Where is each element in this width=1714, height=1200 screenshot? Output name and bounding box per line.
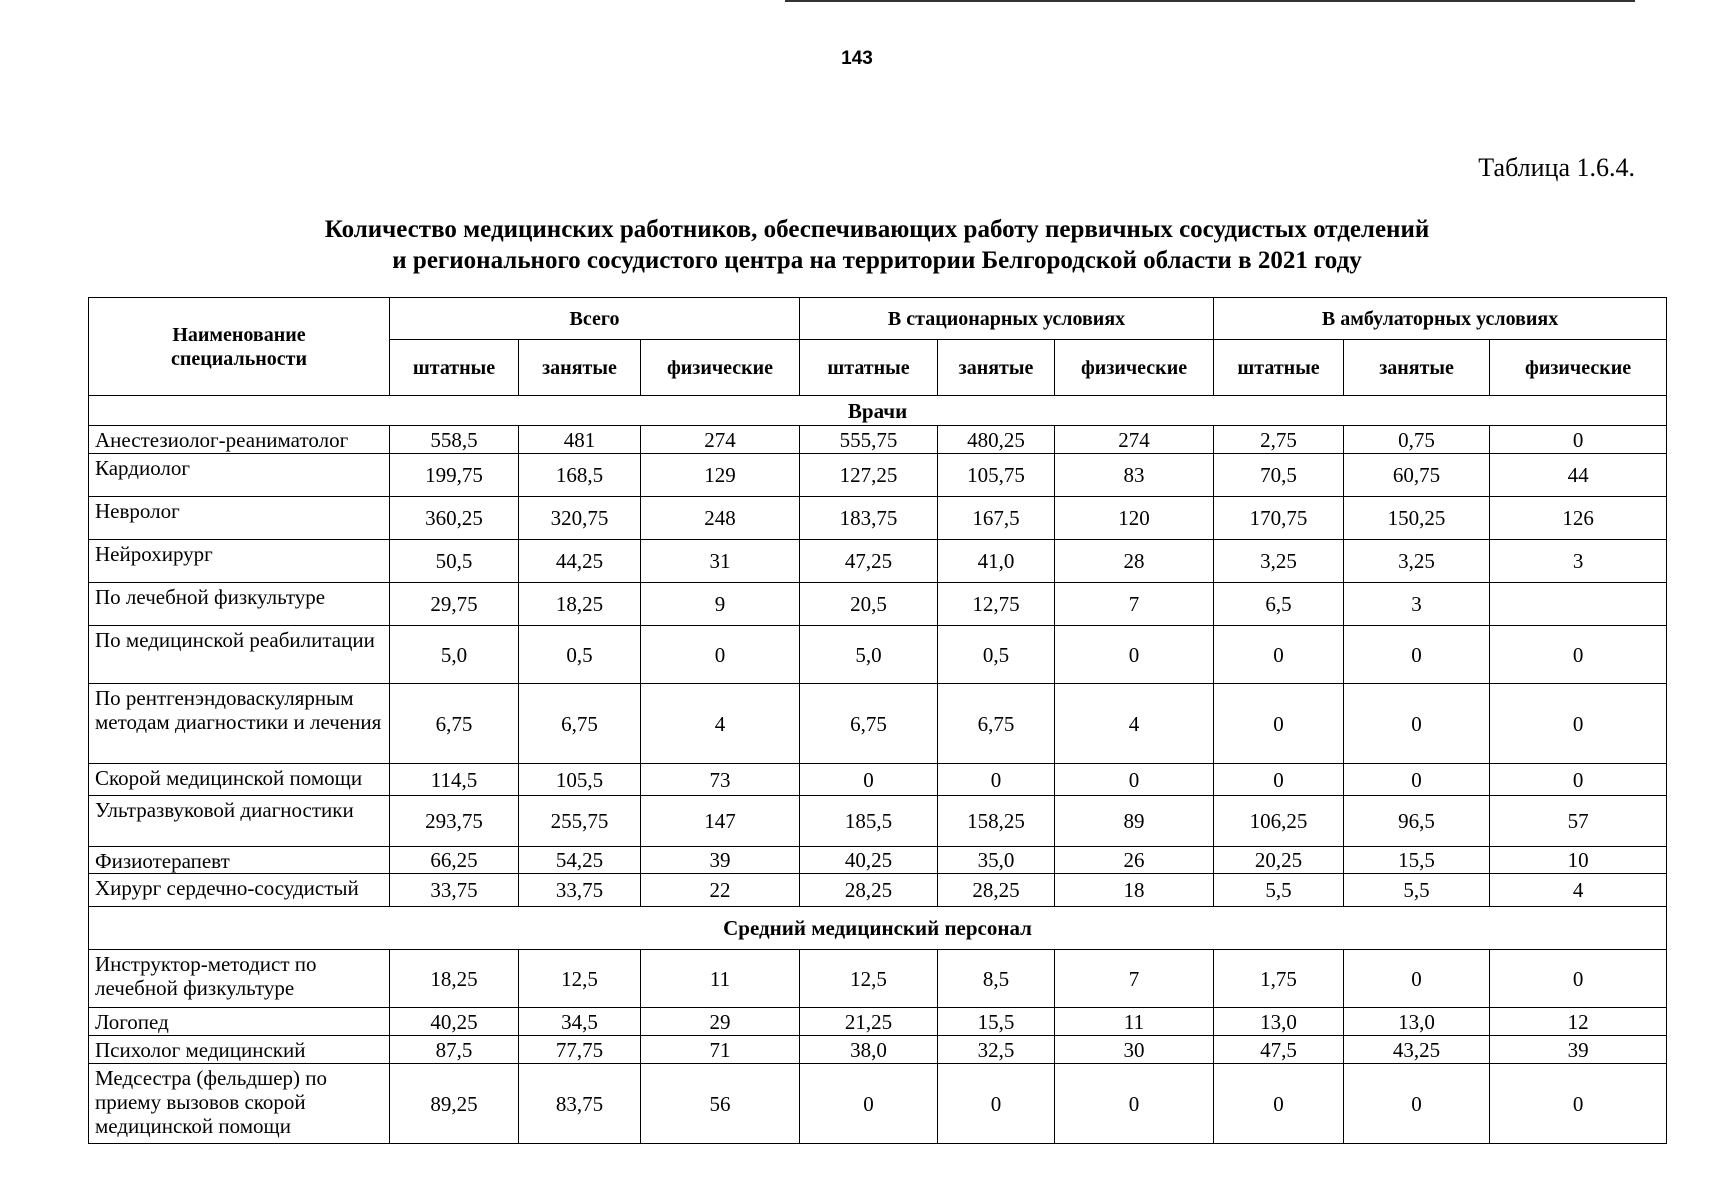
value-cell: 6,75 xyxy=(938,684,1055,764)
value-cell: 34,5 xyxy=(519,1008,641,1036)
header-group-inpatient: В стационарных условиях xyxy=(800,298,1214,340)
value-cell: 360,25 xyxy=(390,497,519,540)
value-cell: 28 xyxy=(1055,540,1214,583)
table-label: Таблица 1.6.4. xyxy=(1478,153,1635,182)
value-cell: 9 xyxy=(641,583,800,626)
value-cell: 0 xyxy=(1344,626,1490,684)
title-line-2: и регионального сосудистого центра на территории Белгородской области в 2021 году xyxy=(392,247,1362,274)
specialty-name: По рентгенэндоваскулярным методам диагностики и лечения xyxy=(89,684,390,764)
value-cell: 20,5 xyxy=(800,583,938,626)
value-cell: 18 xyxy=(1055,874,1214,907)
value-cell: 0 xyxy=(938,1064,1055,1144)
specialty-name: Анестезиолог-реаниматолог xyxy=(89,426,390,454)
value-cell: 255,75 xyxy=(519,796,641,847)
value-cell: 12,5 xyxy=(800,950,938,1008)
value-cell: 150,25 xyxy=(1344,497,1490,540)
value-cell: 0 xyxy=(1055,626,1214,684)
value-cell: 38,0 xyxy=(800,1036,938,1064)
value-cell: 35,0 xyxy=(938,847,1055,874)
table-row xyxy=(89,426,1667,454)
value-cell: 0 xyxy=(938,764,1055,796)
title-line-1: Количество медицинских работников, обеспечивающих работу первичных сосудистых отделений xyxy=(324,216,1430,243)
value-cell: 31 xyxy=(641,540,800,583)
value-cell: 248 xyxy=(641,497,800,540)
value-cell: 4 xyxy=(1055,684,1214,764)
value-cell: 39 xyxy=(1490,1036,1667,1064)
value-cell: 274 xyxy=(641,426,800,454)
value-cell: 3,25 xyxy=(1344,540,1490,583)
value-cell: 32,5 xyxy=(938,1036,1055,1064)
value-cell: 0 xyxy=(1214,626,1344,684)
value-cell: 28,25 xyxy=(800,874,938,907)
value-cell: 158,25 xyxy=(938,796,1055,847)
value-cell: 147 xyxy=(641,796,800,847)
value-cell: 0 xyxy=(1490,950,1667,1008)
header-sub: штатные xyxy=(1214,340,1344,396)
header-sub: занятые xyxy=(519,340,641,396)
value-cell: 18,25 xyxy=(390,950,519,1008)
header-sub: физические xyxy=(641,340,800,396)
value-cell: 83 xyxy=(1055,454,1214,497)
value-cell: 21,25 xyxy=(800,1008,938,1036)
value-cell: 0 xyxy=(800,764,938,796)
specialty-name: Логопед xyxy=(89,1008,390,1036)
specialty-name: По медицинской реабилитации xyxy=(89,626,390,684)
value-cell: 293,75 xyxy=(390,796,519,847)
value-cell: 0 xyxy=(1490,626,1667,684)
table-row xyxy=(89,497,1667,540)
value-cell: 555,75 xyxy=(800,426,938,454)
value-cell: 126 xyxy=(1490,497,1667,540)
value-cell: 0 xyxy=(641,626,800,684)
value-cell: 66,25 xyxy=(390,847,519,874)
table-row xyxy=(89,454,1667,497)
specialty-name: Кардиолог xyxy=(89,454,390,497)
value-cell: 20,25 xyxy=(1214,847,1344,874)
value-cell: 47,5 xyxy=(1214,1036,1344,1064)
value-cell: 0 xyxy=(1490,1064,1667,1144)
value-cell: 15,5 xyxy=(938,1008,1055,1036)
value-cell: 50,5 xyxy=(390,540,519,583)
value-cell: 0 xyxy=(1214,764,1344,796)
header-name-line-2: специальности xyxy=(170,347,308,370)
value-cell: 0,5 xyxy=(519,626,641,684)
value-cell: 89 xyxy=(1055,796,1214,847)
table-row xyxy=(89,626,1667,684)
header-group-total: Всего xyxy=(390,298,800,340)
value-cell: 0 xyxy=(1214,1064,1344,1144)
value-cell: 481 xyxy=(519,426,641,454)
value-cell: 70,5 xyxy=(1214,454,1344,497)
value-cell: 0 xyxy=(1490,426,1667,454)
value-cell: 29,75 xyxy=(390,583,519,626)
specialty-name: Медсестра (фельдшер) по приему вызовов скорой медицинской помощи xyxy=(89,1064,390,1144)
value-cell: 57 xyxy=(1490,796,1667,847)
value-cell: 40,25 xyxy=(390,1008,519,1036)
value-cell: 44,25 xyxy=(519,540,641,583)
value-cell: 480,25 xyxy=(938,426,1055,454)
specialty-name: По лечебной физкультуре xyxy=(89,583,390,626)
value-cell: 4 xyxy=(1490,874,1667,907)
value-cell: 129 xyxy=(641,454,800,497)
value-cell: 15,5 xyxy=(1344,847,1490,874)
table-row xyxy=(89,950,1667,1008)
value-cell: 96,5 xyxy=(1344,796,1490,847)
header-name-line-1: Наименование xyxy=(172,323,306,346)
value-cell: 199,75 xyxy=(390,454,519,497)
value-cell: 12 xyxy=(1490,1008,1667,1036)
value-cell: 11 xyxy=(641,950,800,1008)
value-cell: 5,0 xyxy=(800,626,938,684)
value-cell: 168,5 xyxy=(519,454,641,497)
specialty-name: Хирург сердечно-сосудистый xyxy=(89,874,390,907)
value-cell: 54,25 xyxy=(519,847,641,874)
table-row xyxy=(89,1008,1667,1036)
value-cell: 167,5 xyxy=(938,497,1055,540)
top-rule xyxy=(785,0,1635,2)
table-row xyxy=(89,684,1667,764)
specialty-name: Скорой медицинской помощи xyxy=(89,764,390,796)
value-cell: 0 xyxy=(1490,684,1667,764)
value-cell: 13,0 xyxy=(1344,1008,1490,1036)
value-cell: 89,25 xyxy=(390,1064,519,1144)
specialty-name: Ультразвуковой диагностики xyxy=(89,796,390,847)
value-cell: 170,75 xyxy=(1214,497,1344,540)
value-cell: 33,75 xyxy=(519,874,641,907)
specialty-name: Нейрохирург xyxy=(89,540,390,583)
value-cell: 7 xyxy=(1055,583,1214,626)
value-cell xyxy=(1490,583,1667,626)
value-cell: 3 xyxy=(1490,540,1667,583)
specialty-name: Инструктор-методист по лечебной физкультуре xyxy=(89,950,390,1008)
value-cell: 39 xyxy=(641,847,800,874)
value-cell: 0 xyxy=(1214,684,1344,764)
value-cell: 127,25 xyxy=(800,454,938,497)
value-cell: 4 xyxy=(641,684,800,764)
header-name xyxy=(89,298,390,396)
staff-table xyxy=(88,297,1667,1144)
value-cell: 3 xyxy=(1344,583,1490,626)
value-cell: 6,5 xyxy=(1214,583,1344,626)
value-cell: 41,0 xyxy=(938,540,1055,583)
value-cell: 47,25 xyxy=(800,540,938,583)
value-cell: 71 xyxy=(641,1036,800,1064)
specialty-name: Невролог xyxy=(89,497,390,540)
table-row xyxy=(89,583,1667,626)
value-cell: 183,75 xyxy=(800,497,938,540)
value-cell: 6,75 xyxy=(390,684,519,764)
table-row xyxy=(89,796,1667,847)
value-cell: 73 xyxy=(641,764,800,796)
value-cell: 185,5 xyxy=(800,796,938,847)
value-cell: 8,5 xyxy=(938,950,1055,1008)
value-cell: 2,75 xyxy=(1214,426,1344,454)
value-cell: 83,75 xyxy=(519,1064,641,1144)
table-row xyxy=(89,847,1667,874)
value-cell: 6,75 xyxy=(800,684,938,764)
table-row xyxy=(89,764,1667,796)
value-cell: 43,25 xyxy=(1344,1036,1490,1064)
table-row xyxy=(89,874,1667,907)
header-group-outpatient: В амбулаторных условиях xyxy=(1214,298,1667,340)
value-cell: 0 xyxy=(1055,764,1214,796)
value-cell: 13,0 xyxy=(1214,1008,1344,1036)
value-cell: 10 xyxy=(1490,847,1667,874)
specialty-name: Психолог медицинский xyxy=(89,1036,390,1064)
table-row xyxy=(89,540,1667,583)
header-sub: штатные xyxy=(800,340,938,396)
value-cell: 56 xyxy=(641,1064,800,1144)
value-cell: 1,75 xyxy=(1214,950,1344,1008)
value-cell: 60,75 xyxy=(1344,454,1490,497)
header-sub: занятые xyxy=(938,340,1055,396)
value-cell: 5,5 xyxy=(1214,874,1344,907)
value-cell: 33,75 xyxy=(390,874,519,907)
value-cell: 18,25 xyxy=(519,583,641,626)
value-cell: 0 xyxy=(1055,1064,1214,1144)
header-sub: физические xyxy=(1490,340,1667,396)
value-cell: 0 xyxy=(1344,684,1490,764)
table-title xyxy=(88,214,1666,276)
value-cell: 106,25 xyxy=(1214,796,1344,847)
section-title: Средний медицинский персонал xyxy=(89,907,1667,950)
value-cell: 105,75 xyxy=(938,454,1055,497)
value-cell: 558,5 xyxy=(390,426,519,454)
value-cell: 26 xyxy=(1055,847,1214,874)
value-cell: 44 xyxy=(1490,454,1667,497)
value-cell: 320,75 xyxy=(519,497,641,540)
header-sub: физические xyxy=(1055,340,1214,396)
page-number: 143 xyxy=(841,48,873,69)
header-sub: занятые xyxy=(1344,340,1490,396)
value-cell: 0 xyxy=(800,1064,938,1144)
value-cell: 77,75 xyxy=(519,1036,641,1064)
value-cell: 12,75 xyxy=(938,583,1055,626)
value-cell: 12,5 xyxy=(519,950,641,1008)
value-cell: 87,5 xyxy=(390,1036,519,1064)
value-cell: 0 xyxy=(1344,1064,1490,1144)
value-cell: 120 xyxy=(1055,497,1214,540)
header-sub: штатные xyxy=(390,340,519,396)
value-cell: 114,5 xyxy=(390,764,519,796)
value-cell: 11 xyxy=(1055,1008,1214,1036)
value-cell: 22 xyxy=(641,874,800,907)
table-row xyxy=(89,1036,1667,1064)
value-cell: 0 xyxy=(1344,764,1490,796)
section-title: Врачи xyxy=(89,396,1667,426)
value-cell: 0,5 xyxy=(938,626,1055,684)
value-cell: 6,75 xyxy=(519,684,641,764)
value-cell: 40,25 xyxy=(800,847,938,874)
value-cell: 274 xyxy=(1055,426,1214,454)
value-cell: 29 xyxy=(641,1008,800,1036)
value-cell: 0 xyxy=(1490,764,1667,796)
value-cell: 7 xyxy=(1055,950,1214,1008)
value-cell: 5,0 xyxy=(390,626,519,684)
value-cell: 28,25 xyxy=(938,874,1055,907)
value-cell: 0,75 xyxy=(1344,426,1490,454)
value-cell: 3,25 xyxy=(1214,540,1344,583)
value-cell: 105,5 xyxy=(519,764,641,796)
specialty-name: Физиотерапевт xyxy=(89,847,390,874)
value-cell: 0 xyxy=(1344,950,1490,1008)
table-row xyxy=(89,1064,1667,1144)
value-cell: 5,5 xyxy=(1344,874,1490,907)
value-cell: 30 xyxy=(1055,1036,1214,1064)
